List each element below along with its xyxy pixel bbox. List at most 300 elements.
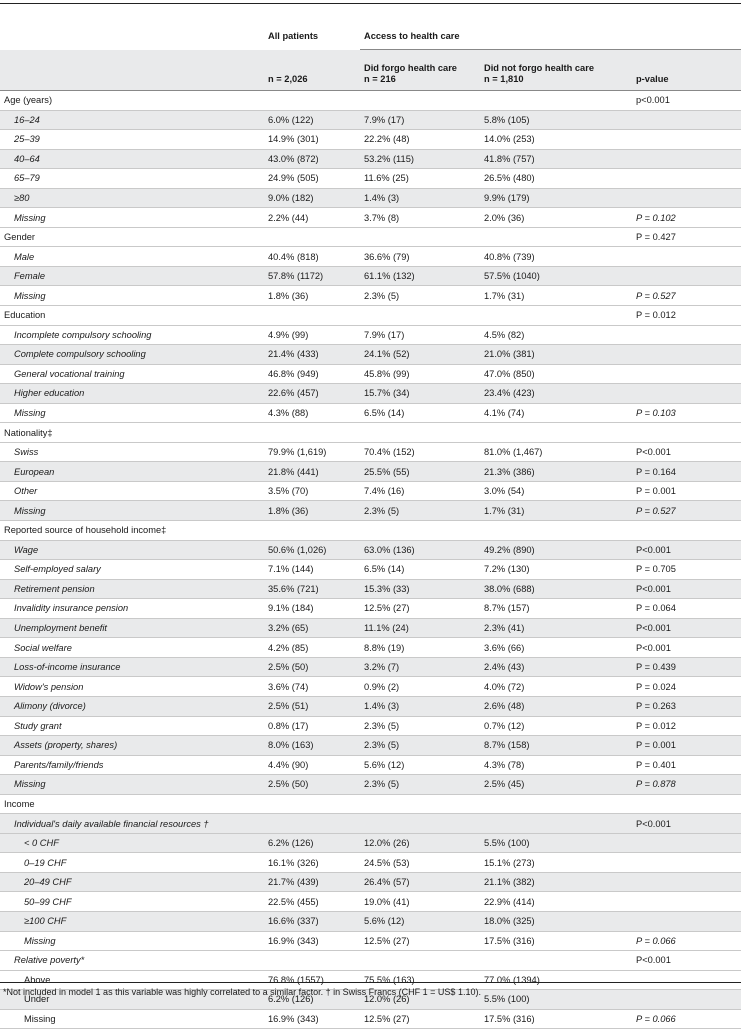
- row-label: Individual's daily available financial resources †: [0, 814, 264, 834]
- cell-notforgo: 17.5% (316): [480, 931, 632, 951]
- cell-notforgo: 1.7% (31): [480, 501, 632, 521]
- table-row: [0, 442, 741, 462]
- cell-forgo: 5.6% (12): [360, 911, 480, 931]
- table-row: [0, 110, 741, 130]
- cell-forgo: 53.2% (115): [360, 149, 480, 169]
- cell-all: [264, 814, 360, 834]
- cell-forgo: 5.6% (12): [360, 755, 480, 775]
- cell-p: [632, 110, 741, 130]
- cell-p: [632, 872, 741, 892]
- row-label: Invalidity insurance pension: [0, 599, 264, 619]
- cell-forgo: 2.3% (5): [360, 736, 480, 756]
- cell-forgo: 11.1% (24): [360, 618, 480, 638]
- cell-notforgo: 21.1% (382): [480, 872, 632, 892]
- cell-p: P<0.001: [632, 638, 741, 658]
- cell-p: P = 0.527: [632, 501, 741, 521]
- cell-all: 7.1% (144): [264, 560, 360, 580]
- cell-all: 35.6% (721): [264, 579, 360, 599]
- row-label: Age (years): [0, 91, 264, 111]
- cell-forgo: 0.9% (2): [360, 677, 480, 697]
- cell-forgo: 11.6% (25): [360, 169, 480, 189]
- cell-forgo: 12.0% (26): [360, 833, 480, 853]
- cell-p: P<0.001: [632, 951, 741, 971]
- row-label: Loss-of-income insurance: [0, 657, 264, 677]
- cell-forgo: [360, 423, 480, 443]
- cell-all: 9.1% (184): [264, 599, 360, 619]
- table-row: [0, 247, 741, 267]
- row-label: Other: [0, 481, 264, 501]
- table-row: [0, 306, 741, 326]
- cell-forgo: 63.0% (136): [360, 540, 480, 560]
- table-row: [0, 91, 741, 111]
- cell-p: P = 0.001: [632, 736, 741, 756]
- table-row: [0, 872, 741, 892]
- cell-all: 22.5% (455): [264, 892, 360, 912]
- cell-p: [632, 188, 741, 208]
- table-row: [0, 755, 741, 775]
- cell-forgo: 2.3% (5): [360, 501, 480, 521]
- cell-notforgo: [480, 227, 632, 247]
- cell-p: P = 0.705: [632, 560, 741, 580]
- cell-notforgo: 47.0% (850): [480, 364, 632, 384]
- table-row: [0, 833, 741, 853]
- cell-all: 4.4% (90): [264, 755, 360, 775]
- header-pvalue: p-value: [632, 50, 741, 91]
- cell-p: P = 0.439: [632, 657, 741, 677]
- table-row: [0, 130, 741, 150]
- cell-forgo: 6.5% (14): [360, 403, 480, 423]
- cell-all: [264, 794, 360, 814]
- cell-notforgo: 18.0% (325): [480, 911, 632, 931]
- row-label: Gender: [0, 227, 264, 247]
- cell-forgo: [360, 306, 480, 326]
- cell-p: P<0.001: [632, 442, 741, 462]
- cell-all: 21.8% (441): [264, 462, 360, 482]
- cell-forgo: 1.4% (3): [360, 696, 480, 716]
- cell-p: P<0.001: [632, 618, 741, 638]
- cell-all: [264, 521, 360, 541]
- cell-notforgo: 4.5% (82): [480, 325, 632, 345]
- cell-p: P = 0.527: [632, 286, 741, 306]
- table-row: [0, 540, 741, 560]
- cell-p: [632, 325, 741, 345]
- cell-notforgo: 21.0% (381): [480, 345, 632, 365]
- cell-all: 9.0% (182): [264, 188, 360, 208]
- table-row: [0, 892, 741, 912]
- row-label: Incomplete compulsory schooling: [0, 325, 264, 345]
- cell-p: [632, 521, 741, 541]
- cell-all: 43.0% (872): [264, 149, 360, 169]
- table-row: [0, 677, 741, 697]
- cell-all: 1.8% (36): [264, 286, 360, 306]
- cell-forgo: 15.3% (33): [360, 579, 480, 599]
- cell-p: P<0.001: [632, 814, 741, 834]
- header-forgo: [360, 50, 480, 91]
- cell-all: 76.8% (1557): [264, 970, 360, 990]
- table-row: [0, 364, 741, 384]
- cell-forgo: 19.0% (41): [360, 892, 480, 912]
- cell-all: 6.0% (122): [264, 110, 360, 130]
- row-label: Education: [0, 306, 264, 326]
- cell-notforgo: 9.9% (179): [480, 188, 632, 208]
- cell-all: 46.8% (949): [264, 364, 360, 384]
- header-all-patients: All patients: [264, 22, 360, 50]
- cell-forgo: 36.6% (79): [360, 247, 480, 267]
- cell-p: P = 0.102: [632, 208, 741, 228]
- row-label: 40–64: [0, 149, 264, 169]
- table-row: [0, 794, 741, 814]
- table-row: [0, 560, 741, 580]
- cell-notforgo: [480, 814, 632, 834]
- cell-all: 2.5% (51): [264, 696, 360, 716]
- row-label: Assets (property, shares): [0, 736, 264, 756]
- cell-forgo: [360, 521, 480, 541]
- cell-notforgo: [480, 91, 632, 111]
- cell-p: P<0.001: [632, 579, 741, 599]
- cell-all: 3.2% (65): [264, 618, 360, 638]
- header-blank-2: [0, 50, 264, 91]
- cell-all: 2.5% (50): [264, 775, 360, 795]
- cell-notforgo: [480, 951, 632, 971]
- cell-p: [632, 266, 741, 286]
- cell-p: [632, 794, 741, 814]
- table-row: [0, 481, 741, 501]
- row-label: Self-employed salary: [0, 560, 264, 580]
- cell-forgo: [360, 227, 480, 247]
- cell-p: [632, 345, 741, 365]
- table-row: [0, 521, 741, 541]
- cell-forgo: 24.5% (53): [360, 853, 480, 873]
- cell-forgo: [360, 814, 480, 834]
- cell-forgo: 75.5% (163): [360, 970, 480, 990]
- cell-notforgo: 3.0% (54): [480, 481, 632, 501]
- table-row: [0, 814, 741, 834]
- row-label: Under: [0, 990, 264, 1010]
- cell-forgo: 12.0% (26): [360, 990, 480, 1010]
- row-label: Female: [0, 266, 264, 286]
- table-row: [0, 266, 741, 286]
- cell-notforgo: 0.7% (12): [480, 716, 632, 736]
- row-label: Reported source of household income‡: [0, 521, 264, 541]
- cell-p: P = 0.012: [632, 716, 741, 736]
- table-row: [0, 286, 741, 306]
- cell-notforgo: 5.5% (100): [480, 833, 632, 853]
- header-access: Access to health care: [360, 22, 741, 50]
- cell-p: [632, 384, 741, 404]
- table-row: [0, 775, 741, 795]
- row-label: Relative poverty*: [0, 951, 264, 971]
- row-label: Widow's pension: [0, 677, 264, 697]
- table-row: [0, 423, 741, 443]
- cell-notforgo: 2.5% (45): [480, 775, 632, 795]
- cell-all: 3.6% (74): [264, 677, 360, 697]
- row-label: Missing: [0, 501, 264, 521]
- row-label: Male: [0, 247, 264, 267]
- cell-all: 3.5% (70): [264, 481, 360, 501]
- cell-all: 57.8% (1172): [264, 266, 360, 286]
- cell-forgo: 2.3% (5): [360, 286, 480, 306]
- cell-notforgo: 2.3% (41): [480, 618, 632, 638]
- cell-notforgo: 57.5% (1040): [480, 266, 632, 286]
- row-label: ≥100 CHF: [0, 911, 264, 931]
- cell-forgo: 12.5% (27): [360, 1009, 480, 1029]
- cell-all: 6.2% (126): [264, 833, 360, 853]
- row-label: Nationality‡: [0, 423, 264, 443]
- cell-all: 21.7% (439): [264, 872, 360, 892]
- cell-all: 50.6% (1,026): [264, 540, 360, 560]
- cell-all: 1.8% (36): [264, 501, 360, 521]
- header-forgo-label: Did forgo health care: [364, 63, 457, 73]
- table-row: [0, 853, 741, 873]
- top-rule: [0, 3, 741, 4]
- row-label: Missing: [0, 403, 264, 423]
- row-label: Missing: [0, 1009, 264, 1029]
- cell-all: 2.5% (50): [264, 657, 360, 677]
- cell-forgo: 61.1% (132): [360, 266, 480, 286]
- table-row: [0, 696, 741, 716]
- cell-forgo: 2.3% (5): [360, 716, 480, 736]
- row-label: 25–39: [0, 130, 264, 150]
- cell-forgo: 12.5% (27): [360, 931, 480, 951]
- cell-p: P = 0.263: [632, 696, 741, 716]
- row-label: Above: [0, 970, 264, 990]
- cell-all: 4.9% (99): [264, 325, 360, 345]
- row-label: Income: [0, 794, 264, 814]
- row-label: Wage: [0, 540, 264, 560]
- cell-notforgo: 1.7% (31): [480, 286, 632, 306]
- cell-notforgo: 14.0% (253): [480, 130, 632, 150]
- table-row: [0, 736, 741, 756]
- cell-notforgo: 2.6% (48): [480, 696, 632, 716]
- cell-all: 16.6% (337): [264, 911, 360, 931]
- cell-p: [632, 169, 741, 189]
- table-row: [0, 169, 741, 189]
- header-row-1: [0, 22, 741, 50]
- cell-notforgo: 81.0% (1,467): [480, 442, 632, 462]
- cell-notforgo: 2.0% (36): [480, 208, 632, 228]
- row-label: 20–49 CHF: [0, 872, 264, 892]
- cell-p: [632, 149, 741, 169]
- cell-all: 16.9% (343): [264, 1009, 360, 1029]
- cell-notforgo: 5.8% (105): [480, 110, 632, 130]
- cell-notforgo: 4.1% (74): [480, 403, 632, 423]
- cell-notforgo: 2.4% (43): [480, 657, 632, 677]
- cell-all: 4.3% (88): [264, 403, 360, 423]
- cell-notforgo: 77.0% (1394): [480, 970, 632, 990]
- cell-forgo: 7.9% (17): [360, 325, 480, 345]
- header-n-all: n = 2,026: [264, 50, 360, 91]
- cell-notforgo: 40.8% (739): [480, 247, 632, 267]
- cell-all: 21.4% (433): [264, 345, 360, 365]
- cell-forgo: 2.3% (5): [360, 775, 480, 795]
- cell-notforgo: 7.2% (130): [480, 560, 632, 580]
- row-label: Higher education: [0, 384, 264, 404]
- cell-all: [264, 227, 360, 247]
- cell-all: [264, 423, 360, 443]
- footnote: *Not included in model 1 as this variable was highly correlated to a similar factor. † in Swiss Francs (CHF 1 = US$ 1.10).: [3, 987, 481, 997]
- row-label: 65–79: [0, 169, 264, 189]
- row-label: General vocational training: [0, 364, 264, 384]
- cell-all: 16.9% (343): [264, 931, 360, 951]
- table-row: [0, 1009, 741, 1029]
- table-row: [0, 227, 741, 247]
- cell-forgo: 45.8% (99): [360, 364, 480, 384]
- row-label: Missing: [0, 931, 264, 951]
- row-label: Alimony (divorce): [0, 696, 264, 716]
- table-body: [0, 91, 741, 1029]
- demographics-table: [0, 22, 741, 1029]
- table-row: [0, 911, 741, 931]
- cell-p: p<0.001: [632, 91, 741, 111]
- row-label: Study grant: [0, 716, 264, 736]
- cell-notforgo: 4.0% (72): [480, 677, 632, 697]
- cell-notforgo: 22.9% (414): [480, 892, 632, 912]
- table-row: [0, 188, 741, 208]
- cell-forgo: 26.4% (57): [360, 872, 480, 892]
- cell-forgo: 15.7% (34): [360, 384, 480, 404]
- cell-forgo: 1.4% (3): [360, 188, 480, 208]
- cell-forgo: 70.4% (152): [360, 442, 480, 462]
- cell-forgo: [360, 794, 480, 814]
- row-label: 0–19 CHF: [0, 853, 264, 873]
- row-label: < 0 CHF: [0, 833, 264, 853]
- table-row: [0, 501, 741, 521]
- cell-p: [632, 892, 741, 912]
- row-label: Parents/family/friends: [0, 755, 264, 775]
- cell-p: P = 0.427: [632, 227, 741, 247]
- row-label: European: [0, 462, 264, 482]
- cell-p: P = 0.103: [632, 403, 741, 423]
- cell-forgo: 12.5% (27): [360, 599, 480, 619]
- cell-forgo: 3.7% (8): [360, 208, 480, 228]
- table-row: [0, 579, 741, 599]
- table-row: [0, 638, 741, 658]
- table-row: [0, 208, 741, 228]
- cell-all: 40.4% (818): [264, 247, 360, 267]
- cell-forgo: 7.9% (17): [360, 110, 480, 130]
- cell-p: P = 0.164: [632, 462, 741, 482]
- table-row: [0, 384, 741, 404]
- cell-all: [264, 951, 360, 971]
- cell-p: P = 0.012: [632, 306, 741, 326]
- table-row: [0, 345, 741, 365]
- cell-notforgo: 41.8% (757): [480, 149, 632, 169]
- row-label: Retirement pension: [0, 579, 264, 599]
- cell-p: P = 0.064: [632, 599, 741, 619]
- table-row: [0, 325, 741, 345]
- cell-notforgo: 49.2% (890): [480, 540, 632, 560]
- cell-all: 14.9% (301): [264, 130, 360, 150]
- row-label: Missing: [0, 286, 264, 306]
- cell-all: 79.9% (1,619): [264, 442, 360, 462]
- cell-forgo: [360, 91, 480, 111]
- cell-forgo: 24.1% (52): [360, 345, 480, 365]
- cell-p: P = 0.066: [632, 1009, 741, 1029]
- cell-p: [632, 423, 741, 443]
- cell-forgo: [360, 951, 480, 971]
- cell-notforgo: 23.4% (423): [480, 384, 632, 404]
- cell-notforgo: 26.5% (480): [480, 169, 632, 189]
- cell-forgo: 7.4% (16): [360, 481, 480, 501]
- cell-p: P<0.001: [632, 540, 741, 560]
- footnote-rule: [0, 982, 741, 983]
- cell-notforgo: [480, 306, 632, 326]
- cell-all: 4.2% (85): [264, 638, 360, 658]
- cell-notforgo: 3.6% (66): [480, 638, 632, 658]
- cell-all: 16.1% (326): [264, 853, 360, 873]
- cell-forgo: 25.5% (55): [360, 462, 480, 482]
- cell-all: 22.6% (457): [264, 384, 360, 404]
- cell-p: [632, 853, 741, 873]
- cell-p: [632, 130, 741, 150]
- cell-all: [264, 91, 360, 111]
- table-row: [0, 657, 741, 677]
- cell-notforgo: 8.7% (157): [480, 599, 632, 619]
- cell-p: [632, 247, 741, 267]
- table-row: [0, 403, 741, 423]
- cell-p: [632, 833, 741, 853]
- table-row: [0, 931, 741, 951]
- row-label: 16–24: [0, 110, 264, 130]
- cell-notforgo: 4.3% (78): [480, 755, 632, 775]
- cell-notforgo: [480, 423, 632, 443]
- cell-forgo: 6.5% (14): [360, 560, 480, 580]
- cell-notforgo: 8.7% (158): [480, 736, 632, 756]
- cell-p: [632, 911, 741, 931]
- row-label: Social welfare: [0, 638, 264, 658]
- cell-notforgo: [480, 521, 632, 541]
- header-blank: [0, 22, 264, 50]
- cell-notforgo: 5.5% (100): [480, 990, 632, 1010]
- table-row: [0, 149, 741, 169]
- cell-p: P = 0.001: [632, 481, 741, 501]
- cell-all: 6.2% (126): [264, 990, 360, 1010]
- cell-p: P = 0.878: [632, 775, 741, 795]
- cell-p: P = 0.066: [632, 931, 741, 951]
- cell-all: 2.2% (44): [264, 208, 360, 228]
- cell-all: 24.9% (505): [264, 169, 360, 189]
- row-label: Missing: [0, 775, 264, 795]
- row-label: 50–99 CHF: [0, 892, 264, 912]
- header-notforgo-n: n = 1,810: [484, 74, 524, 84]
- header-forgo-n: n = 216: [364, 74, 396, 84]
- cell-forgo: 22.2% (48): [360, 130, 480, 150]
- cell-p: [632, 364, 741, 384]
- table-row: [0, 618, 741, 638]
- row-label: Unemployment benefit: [0, 618, 264, 638]
- cell-notforgo: [480, 794, 632, 814]
- table-row: [0, 599, 741, 619]
- cell-forgo: 3.2% (7): [360, 657, 480, 677]
- cell-notforgo: 38.0% (688): [480, 579, 632, 599]
- row-label: Missing: [0, 208, 264, 228]
- cell-all: [264, 306, 360, 326]
- table-row: [0, 716, 741, 736]
- table-row: [0, 462, 741, 482]
- header-notforgo: [480, 50, 632, 91]
- table-row: [0, 951, 741, 971]
- header-row-2: [0, 50, 741, 91]
- cell-p: P = 0.024: [632, 677, 741, 697]
- cell-all: 0.8% (17): [264, 716, 360, 736]
- header-notforgo-label: Did not forgo health care: [484, 63, 595, 73]
- cell-forgo: 8.8% (19): [360, 638, 480, 658]
- row-label: Complete compulsory schooling: [0, 345, 264, 365]
- row-label: Swiss: [0, 442, 264, 462]
- row-label: ≥80: [0, 188, 264, 208]
- cell-notforgo: 15.1% (273): [480, 853, 632, 873]
- cell-p: P = 0.401: [632, 755, 741, 775]
